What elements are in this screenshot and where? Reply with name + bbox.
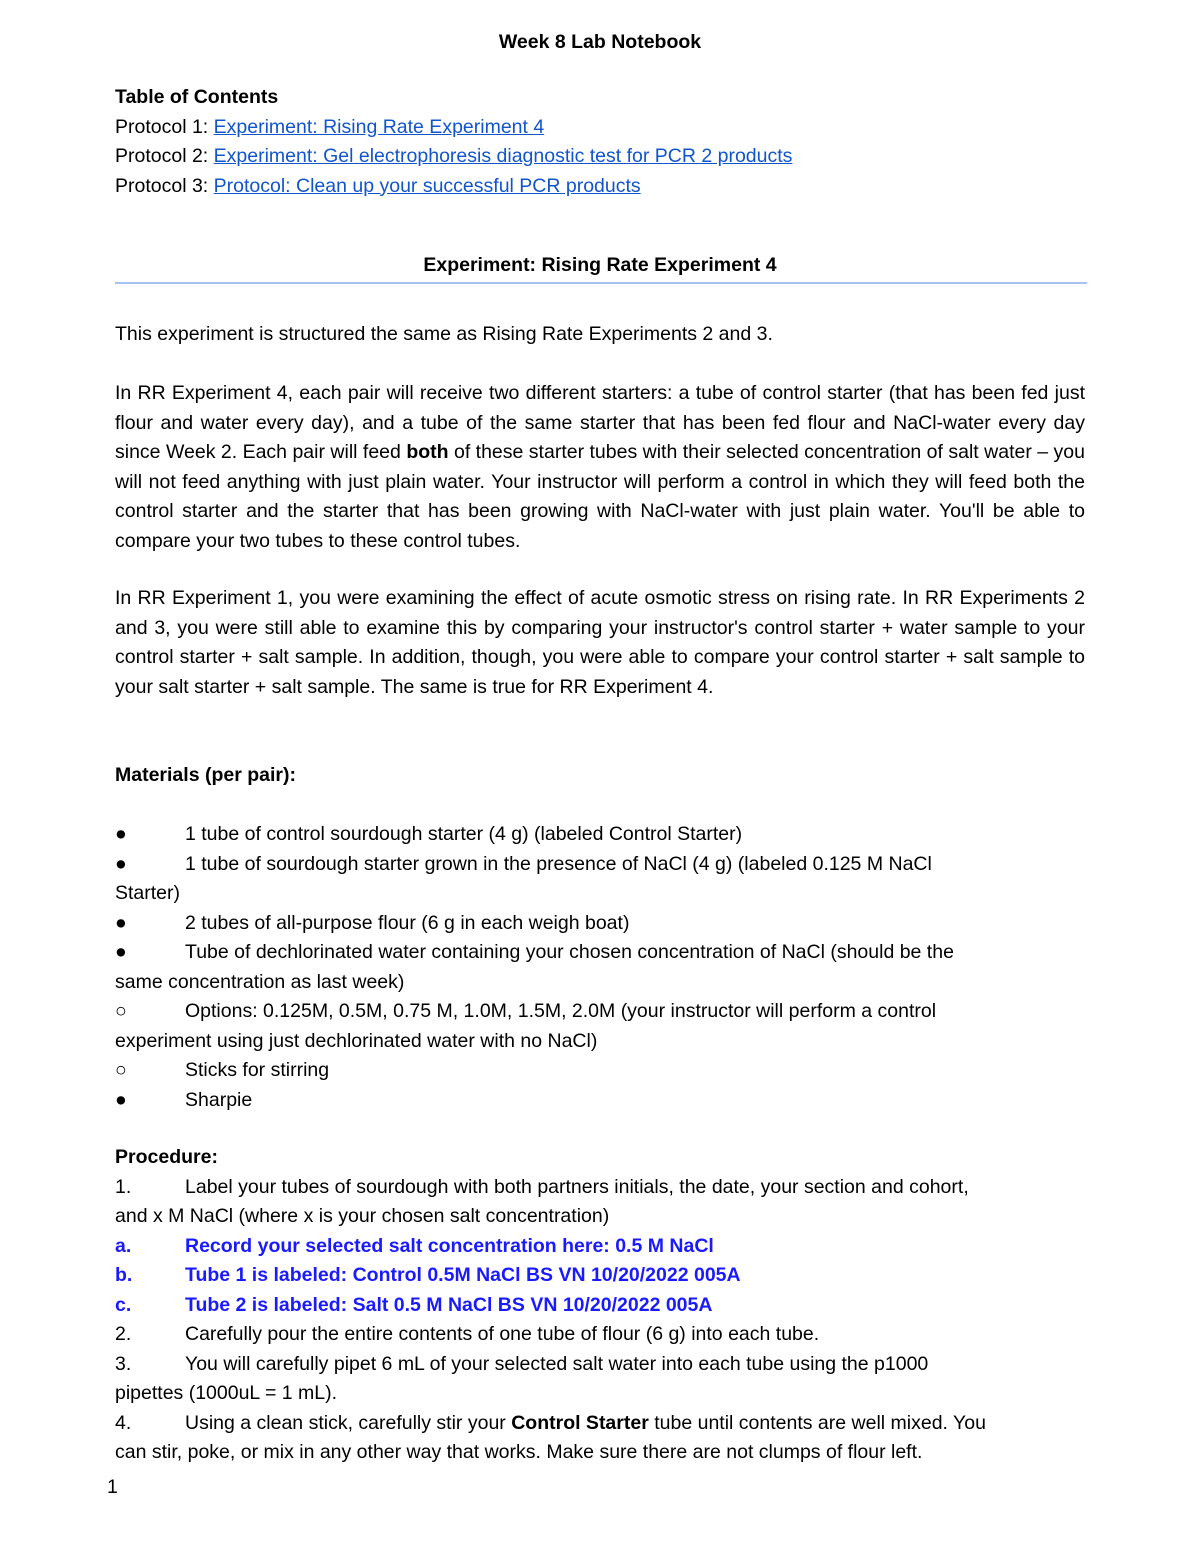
step-number: 4. <box>115 1411 132 1434</box>
toc-link-protocol-2[interactable]: Experiment: Gel electrophoresis diagnostic test for PCR 2 products <box>213 145 793 167</box>
procedure-step <box>115 1320 1085 1350</box>
substep-letter: b. <box>115 1264 133 1286</box>
substep-letter: a. <box>115 1234 132 1257</box>
list-item-continuation: Starter) <box>115 882 181 904</box>
list-item-continuation: experiment using just dechlorinated water with no NaCl) <box>115 1029 598 1052</box>
bullet-marker: ● <box>115 852 127 875</box>
list-item-text: Options: 0.125M, 0.5M, 0.75 M, 1.0M, 1.5M, 2.0M (your instructor will perform a control <box>185 1000 937 1022</box>
step-number: 3. <box>115 1352 132 1375</box>
bullet-marker: ○ <box>115 1059 127 1081</box>
page-number: 1 <box>107 1476 118 1498</box>
bullet-marker: ● <box>115 941 127 963</box>
experiment-description-paragraph <box>115 379 1085 556</box>
document-title: Week 8 Lab Notebook <box>498 31 702 53</box>
procedure-heading: Procedure: <box>115 1146 218 1168</box>
list-item-text: 2 tubes of all-purpose flour (6 g in each weigh boat) <box>185 911 630 934</box>
toc-item-prefix: Protocol 2: <box>115 145 214 167</box>
substep-text: Record your selected salt concentration here: 0.5 M NaCl <box>185 1234 714 1257</box>
procedure-section <box>115 1143 1085 1468</box>
toc-link-protocol-1[interactable]: Experiment: Rising Rate Experiment 4 <box>213 115 545 138</box>
emphasis-control-starter: Control Starter <box>511 1411 649 1434</box>
heading-divider <box>115 282 1087 284</box>
procedure-step <box>115 1409 1085 1439</box>
bullet-marker: ● <box>115 911 127 934</box>
list-item-text: 1 tube of control sourdough starter (4 g) (labeled Control Starter) <box>185 823 743 845</box>
toc-item <box>115 113 1085 143</box>
materials-heading: Materials (per pair): <box>115 764 296 786</box>
paragraph-text: In RR Experiment 4, each pair will receive two different starters: a tube of control starter (that has been fed just flour and water every day), and a tube of the same starter that has been fed flour and NaCl-water every day since Week 2. Each pair will feed <box>115 382 1085 463</box>
list-item <box>115 850 1085 880</box>
toc-item <box>115 142 1085 172</box>
step-continuation: pipettes (1000uL = 1 mL). <box>115 1382 338 1404</box>
emphasis-both: both <box>406 441 449 463</box>
toc-item-prefix: Protocol 1: <box>115 115 214 138</box>
toc-heading: Table of Contents <box>115 86 279 108</box>
step-continuation: can stir, poke, or mix in any other way that works. Make sure there are not clumps of flour left. <box>115 1441 923 1463</box>
step-number: 1. <box>115 1175 132 1198</box>
list-item-text: Sharpie <box>185 1088 253 1111</box>
bullet-marker: ● <box>115 823 127 845</box>
list-item <box>115 938 1085 968</box>
list-item <box>115 1086 1085 1116</box>
list-item-continuation: same concentration as last week) <box>115 970 405 993</box>
bullet-marker: ● <box>115 1088 127 1111</box>
substep-letter: c. <box>115 1293 132 1316</box>
substep-text: Tube 2 is labeled: Salt 0.5 M NaCl BS VN 10/20/2022 005A <box>185 1293 713 1316</box>
table-of-contents <box>115 83 1085 201</box>
step-continuation: and x M NaCl (where x is your chosen salt concentration) <box>115 1205 610 1227</box>
toc-item-prefix: Protocol 3: <box>115 174 214 197</box>
toc-link-protocol-3[interactable]: Protocol: Clean up your successful PCR products <box>213 174 641 197</box>
procedure-substep <box>115 1261 1085 1291</box>
list-item-text: 1 tube of sourdough starter grown in the presence of NaCl (4 g) (labeled 0.125 M NaCl <box>185 852 932 875</box>
list-item <box>115 909 1085 939</box>
intro-paragraph: This experiment is structured the same as Rising Rate Experiments 2 and 3. <box>115 323 773 345</box>
step-text: Carefully pour the entire contents of one tube of flour (6 g) into each tube. <box>185 1323 820 1345</box>
procedure-step <box>115 1350 1085 1380</box>
procedure-substep <box>115 1291 1085 1321</box>
step-text: Using a clean stick, carefully stir your <box>185 1411 512 1434</box>
list-item-text: Sticks for stirring <box>185 1059 330 1081</box>
list-item <box>115 820 1085 850</box>
comparison-paragraph: In RR Experiment 1, you were examining the effect of acute osmotic stress on rising rate. In RR Experiments 2 and 3, you were still able to examine this by comparing your instructor's control starter + water sample to your control starter + salt sample. In addition, though, you were able to compare your control starter + salt sample to your salt starter + salt sample. The same is true for RR Experiment 4. <box>115 587 1085 698</box>
list-item-text: Tube of dechlorinated water containing your chosen concentration of NaCl (should be the <box>185 941 954 963</box>
step-number: 2. <box>115 1323 132 1345</box>
step-text: You will carefully pipet 6 mL of your selected salt water into each tube using the p1000 <box>185 1352 929 1375</box>
list-item <box>115 1056 1085 1086</box>
toc-item <box>115 172 1085 202</box>
list-item <box>115 997 1085 1027</box>
step-text: tube until contents are well mixed. You <box>648 1411 986 1434</box>
step-text: Label your tubes of sourdough with both partners initials, the date, your section and cohort, <box>185 1175 969 1198</box>
procedure-substep <box>115 1232 1085 1262</box>
substep-text: Tube 1 is labeled: Control 0.5M NaCl BS VN 10/20/2022 005A <box>185 1264 741 1286</box>
paragraph-text: of these starter tubes with their selected concentration of salt water – you will not feed anything with just plain water. Your instructor will perform a control in which they will feed both the control starter and the starter that has been growing with NaCl-water with just plain water. You'll be able to compare your two tubes to these control tubes. <box>115 441 1085 552</box>
section-heading: Experiment: Rising Rate Experiment 4 <box>423 254 777 276</box>
materials-list <box>115 820 1085 1115</box>
bullet-marker: ○ <box>115 1000 127 1022</box>
procedure-step <box>115 1173 1085 1203</box>
